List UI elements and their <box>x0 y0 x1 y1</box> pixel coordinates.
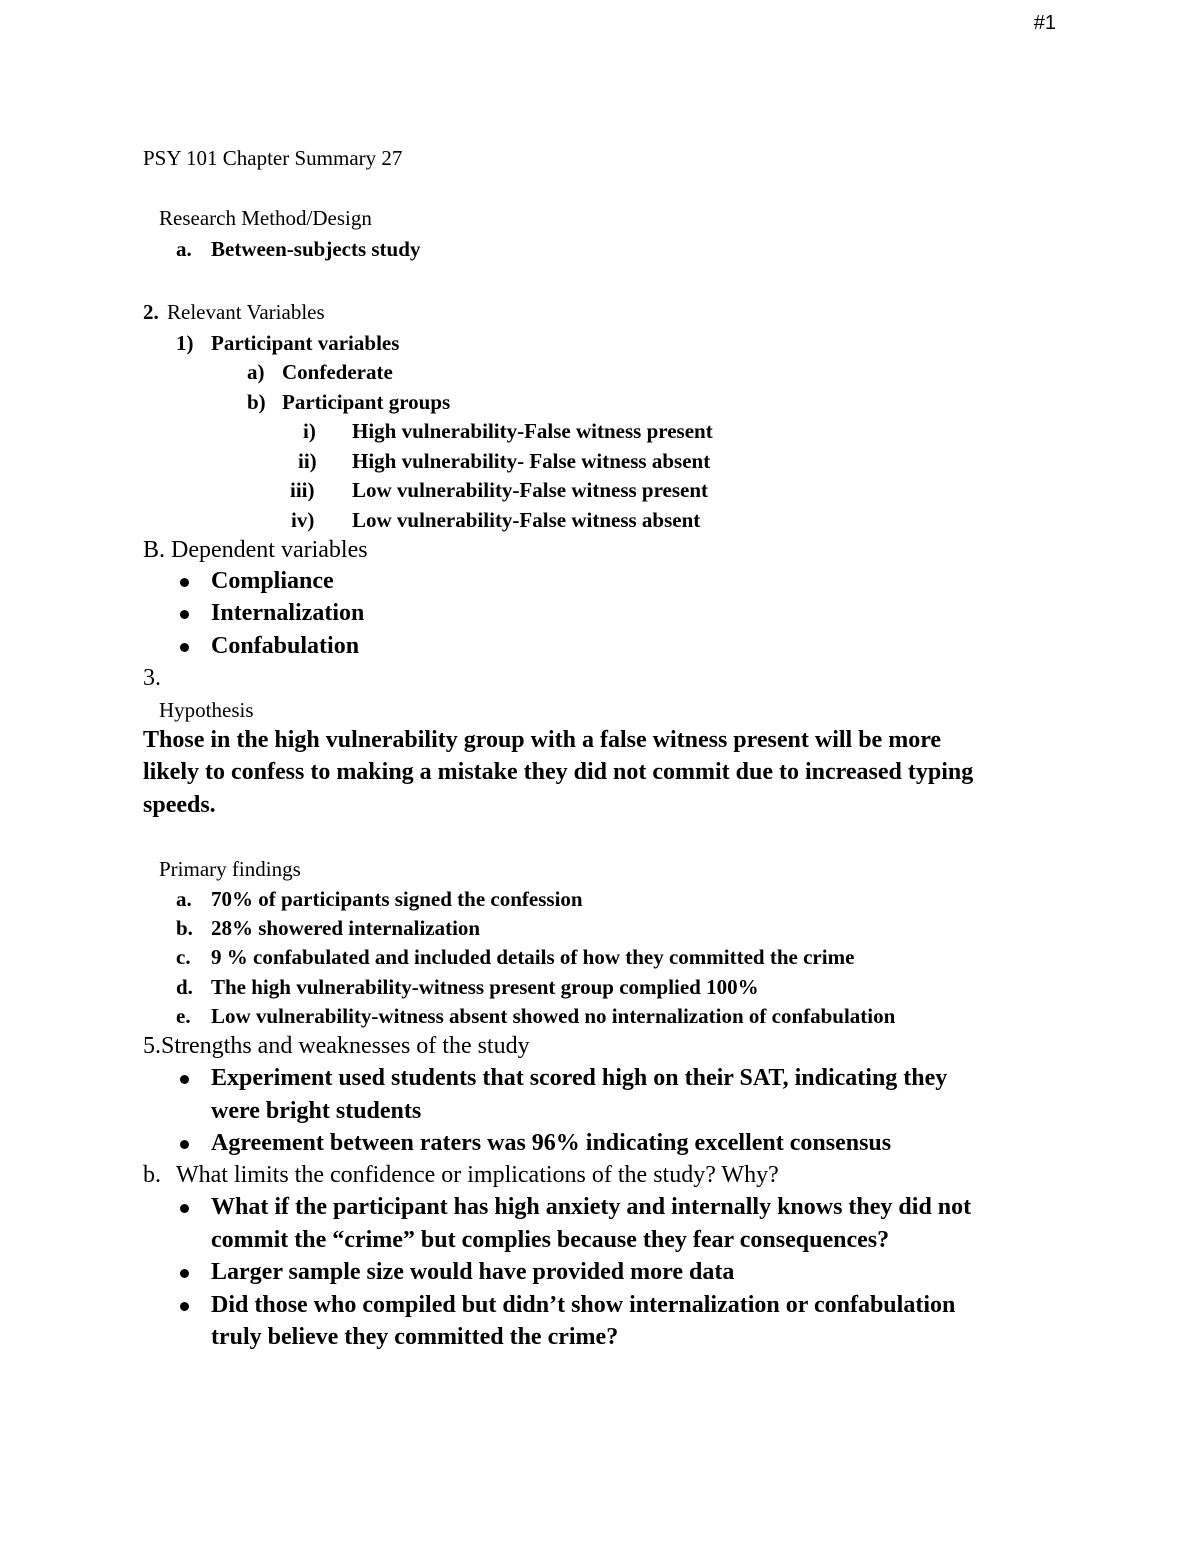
findings-heading: Primary findings <box>159 857 301 881</box>
group-item-2-marker: ii) <box>298 449 317 473</box>
bullet-icon <box>180 1075 189 1084</box>
dependent-item-1: Compliance <box>211 568 334 594</box>
finding-c: 9 % confabulated and included details of how they committed the crime <box>211 945 855 969</box>
hypothesis-line-3: speeds. <box>143 792 216 818</box>
research-item-marker: a. <box>176 237 192 261</box>
dependent-item-3: Confabulation <box>211 633 360 659</box>
bullet-icon <box>180 610 189 619</box>
limit-1-line-2: commit the “crime” but complies because they fear consequences? <box>211 1227 890 1253</box>
limit-3-line-1: Did those who compiled but didn’t show internalization or confabulation <box>211 1292 956 1318</box>
finding-a: 70% of participants signed the confession <box>211 887 583 911</box>
confederate-marker: a) <box>247 360 265 384</box>
group-item-1: High vulnerability-False witness present <box>352 419 713 443</box>
page-number: #1 <box>1033 12 1056 34</box>
group-item-3: Low vulnerability-False witness present <box>352 478 709 502</box>
bullet-icon <box>180 1269 189 1278</box>
strength-1-line-2: were bright students <box>211 1098 422 1124</box>
bullet-icon <box>180 1204 189 1213</box>
hypothesis-line-2: likely to confess to making a mistake they did not commit due to increased typing <box>143 759 974 785</box>
finding-d: The high vulnerability-witness present group complied 100% <box>211 975 759 999</box>
finding-b: 28% showered internalization <box>211 916 481 940</box>
dependent-variables-heading: B. Dependent variables <box>143 537 368 563</box>
participant-variables-marker: 1) <box>176 331 194 355</box>
group-item-4-marker: iv) <box>291 508 315 532</box>
limits-marker: b. <box>143 1162 161 1188</box>
finding-marker-d: d. <box>176 975 193 999</box>
finding-marker-a: a. <box>176 887 192 911</box>
strength-1-line-1: Experiment used students that scored high on their SAT, indicating they <box>211 1065 948 1091</box>
bullet-icon <box>180 1302 189 1311</box>
hypothesis-line-1: Those in the high vulnerability group with a false witness present will be more <box>143 727 942 753</box>
variables-heading: Relevant Variables <box>167 300 325 324</box>
confederate-label: Confederate <box>282 360 393 384</box>
document-title: PSY 101 Chapter Summary 27 <box>143 146 403 170</box>
bullet-icon <box>180 578 189 587</box>
participant-groups-marker: b) <box>247 390 266 414</box>
finding-marker-c: c. <box>176 945 191 969</box>
finding-marker-e: e. <box>176 1004 191 1028</box>
bullet-icon <box>180 1140 189 1149</box>
limit-2: Larger sample size would have provided more data <box>211 1259 735 1285</box>
group-item-4: Low vulnerability-False witness absent <box>352 508 701 532</box>
strength-2: Agreement between raters was 96% indicating excellent consensus <box>211 1130 892 1156</box>
variables-number: 2. <box>143 300 159 324</box>
finding-e: Low vulnerability-witness absent showed no internalization of confabulation <box>211 1004 896 1028</box>
hypothesis-number: 3. <box>143 665 161 691</box>
participant-groups-label: Participant groups <box>282 390 451 414</box>
participant-variables-label: Participant variables <box>211 331 400 355</box>
group-item-2: High vulnerability- False witness absent <box>352 449 711 473</box>
limit-3-line-2: truly believe they committed the crime? <box>211 1324 619 1350</box>
bullet-icon <box>180 643 189 652</box>
research-item: Between-subjects study <box>211 237 421 261</box>
group-item-1-marker: i) <box>303 419 316 443</box>
limits-question: What limits the confidence or implications of the study? Why? <box>176 1162 779 1188</box>
finding-marker-b: b. <box>176 916 193 940</box>
hypothesis-heading: Hypothesis <box>159 698 254 722</box>
research-heading: Research Method/Design <box>159 206 372 230</box>
limit-1-line-1: What if the participant has high anxiety and internally knows they did not <box>211 1194 972 1220</box>
strengths-heading: 5.Strengths and weaknesses of the study <box>143 1033 530 1059</box>
dependent-item-2: Internalization <box>211 600 365 626</box>
group-item-3-marker: iii) <box>290 478 315 502</box>
